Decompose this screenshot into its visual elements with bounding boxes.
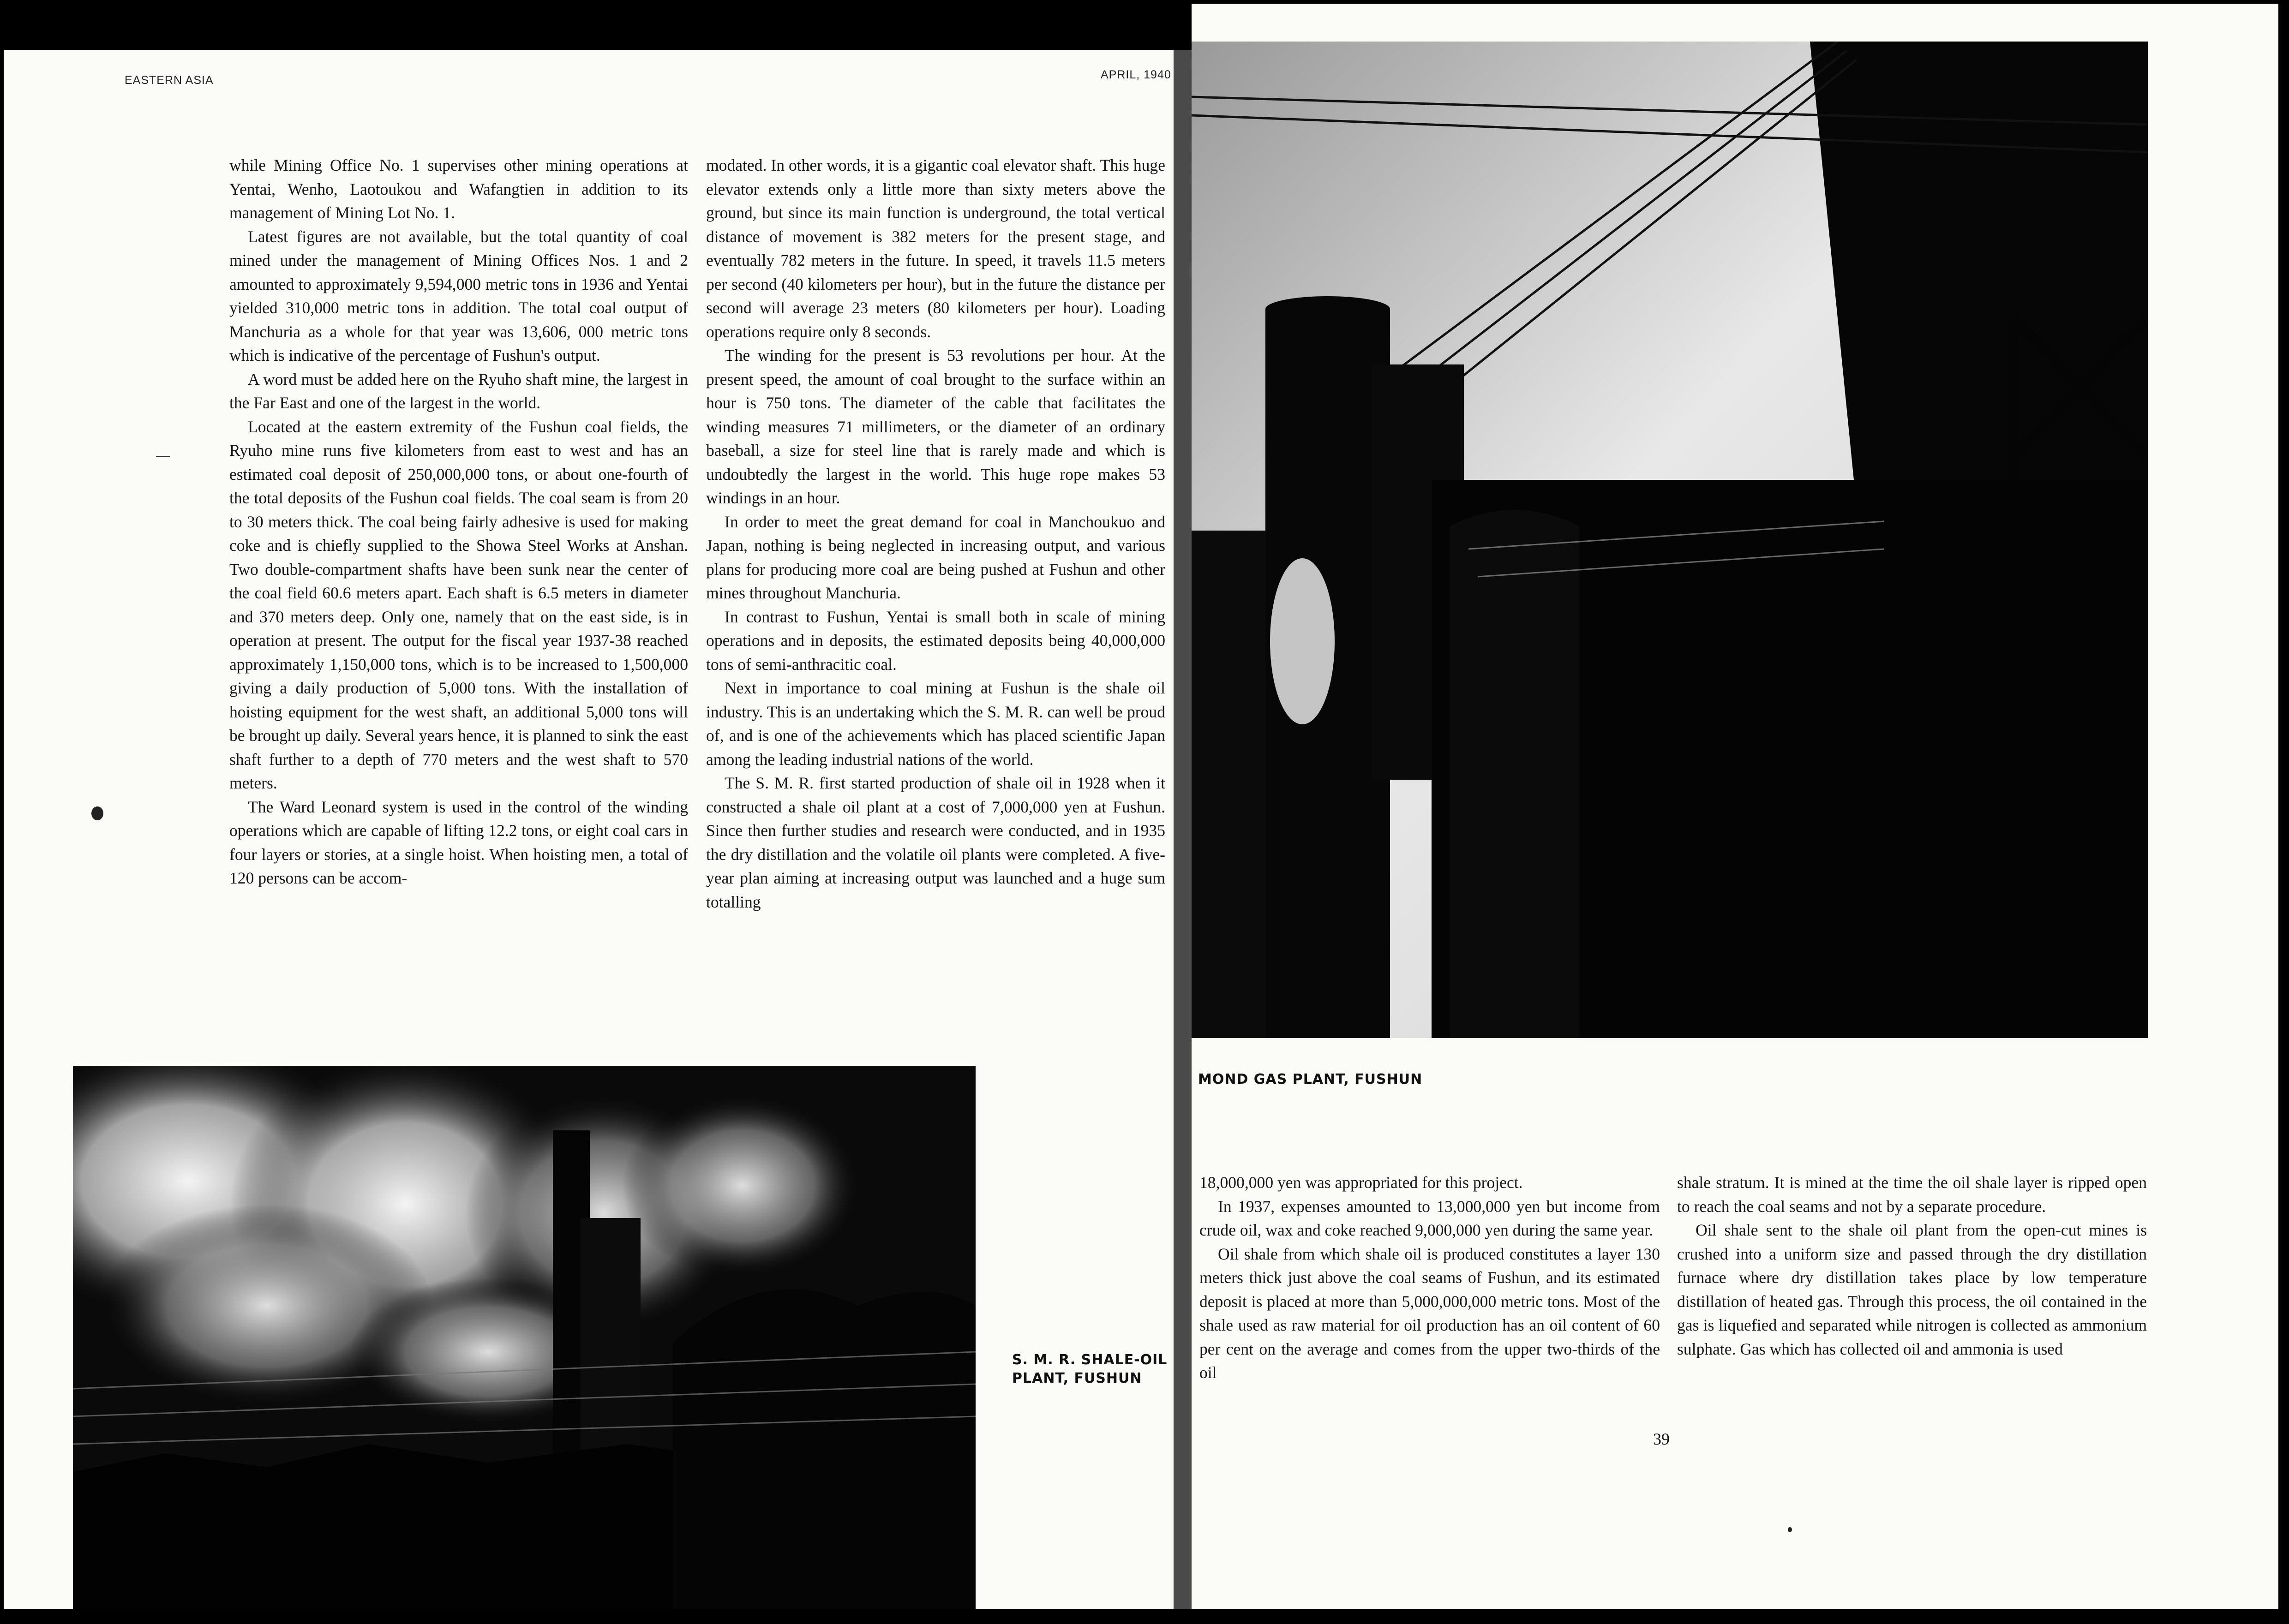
- paragraph: Next in importance to coal mining at Fushun is the shale oil industry. This is an undertaking which the S. M. R. can well be proud of, and is one of the achievements which has placed scientific Japan among the leading industrial nations of the world.: [706, 679, 1165, 769]
- page-number: 39: [1653, 1430, 1670, 1448]
- photo-caption: [1012, 1351, 1167, 1388]
- print-speck: [91, 806, 103, 820]
- paragraph: The S. M. R. first started production of shale oil in 1928 when it constructed a shale oil plant at a cost of 7,000,000 yen at Fushun. Since then further studies and research were conducted, and in 1935 the dry distillation and the volatile oil plants were completed. A five-year plan aiming at increasing output was launched and a huge sum totalling: [706, 774, 1165, 911]
- paragraph: shale stratum. It is mined at the time the oil shale layer is ripped open to reach the coal seams and not by a separate procedure.: [1677, 1173, 2147, 1216]
- paragraph: Oil shale from which shale oil is produced constitutes a layer 130 meters thick just above the coal seams of Fushun, and its estimated deposit is placed at more than 5,000,000,000 metric tons. Most of the shale used as raw material for oil production has an oil content of 60 per cent on the average and comes from the upper two-thirds of the oil: [1199, 1244, 1660, 1382]
- right-page-column-2: [1677, 1171, 2147, 1361]
- left-page: [4, 50, 1174, 1609]
- paragraph: while Mining Office No. 1 supervises other mining operations at Yentai, Wenho, Laotoukou and Wafangtien in addition to its management of Mining Lot No. 1.: [229, 156, 688, 222]
- caption-line: PLANT, FUSHUN: [1012, 1370, 1142, 1386]
- paragraph: In 1937, expenses amounted to 13,000,000 yen but income from crude oil, wax and coke reached 9,000,000 yen during the same year.: [1199, 1197, 1660, 1239]
- paragraph: modated. In other words, it is a gigantic coal elevator shaft. This huge elevator extends only a little more than sixty meters above the ground, but since its main function is underground, the total vertical distance of movement is 382 meters for the present stage, and eventually 782 meters in the future. In speed, it travels 11.5 meters per second (40 kilometers per hour), but in the future the distance per second will average 23 meters (80 kilometers per hour). Loading operations require only 8 seconds.: [706, 156, 1165, 341]
- paragraph: A word must be added here on the Ryuho shaft mine, the largest in the Far East and one of the largest in the world.: [229, 370, 688, 412]
- caption-line: S. M. R. SHALE-OIL: [1012, 1352, 1168, 1368]
- left-page-column-1: [229, 154, 688, 890]
- print-speck: [1788, 1527, 1792, 1532]
- margin-mark: [156, 456, 170, 457]
- paragraph: Located at the eastern extremity of the Fushun coal fields, the Ryuho mine runs five kilometers from east to west and has an estimated coal deposit of 250,000,000 tons, or about one-fourth of the total deposits of the Fushun coal fields. The coal seam is from 20 to 30 meters thick. The coal being fairly adhesive is used for making coke and is chiefly supplied to the Showa Steel Works at Anshan. Two double-compartment shafts have been sunk near the center of the coal field 60.6 meters apart. Each shaft is 6.5 meters in diameter and 370 meters deep. Only one, namely that on the east side, is in operation at present. The output for the fiscal year 1937-38 reached approximately 1,150,000 tons, which is to be increased to 1,500,000 giving a daily production of 5,000 tons. With the installation of hoisting equipment for the west shaft, an additional 5,000 tons will be brought up daily. Several years hence, it is planned to sink the east shaft further to a depth of 770 meters and the west shaft to 570 meters.: [229, 417, 688, 792]
- mond-gas-plant-photo: [1192, 42, 2148, 1038]
- paragraph: Oil shale sent to the shale oil plant from the open-cut mines is crushed into a uniform size and passed through the dry distillation furnace where dry distillation takes place by low temperature distillation of heated gas. Through this process, the oil contained in the gas is liquefied and separated while nitrogen is collected as ammonium sulphate. Gas which has collected oil and ammonia is used: [1677, 1221, 2147, 1358]
- photo-caption: MOND GAS PLANT, FUSHUN: [1198, 1071, 1423, 1087]
- gutter: [1174, 50, 1192, 1609]
- shale-oil-plant-photo: [73, 1066, 976, 1609]
- paragraph: The Ward Leonard system is used in the control of the winding operations which are capable of lifting 12.2 tons, or eight coal cars in four layers or stories, at a single hoist. When hoisting men, a total of 120 persons can be accom-: [229, 797, 688, 887]
- right-page-column-1: [1199, 1171, 1660, 1385]
- paragraph: The winding for the present is 53 revolutions per hour. At the present speed, the amount of coal brought to the surface within an hour is 750 tons. The diameter of the cable that facilitates the winding measures 71 millimeters, or the diameter of an ordinary baseball, a size for steel line that is rarely made and which is undoubtedly the largest in the world. This huge rope makes 53 windings in an hour.: [706, 346, 1165, 507]
- right-page: [1192, 4, 2278, 1609]
- paragraph: In order to meet the great demand for coal in Manchoukuo and Japan, nothing is being neglected in increasing output, and various plans for producing more coal are being pushed at Fushun and other mines throughout Manchuria.: [706, 512, 1165, 602]
- left-page-column-2: [706, 154, 1165, 914]
- paragraph: 18,000,000 yen was appropriated for this project.: [1199, 1173, 1523, 1192]
- paragraph: Latest figures are not available, but the total quantity of coal mined under the management of Mining Offices Nos. 1 and 2 amounted to approximately 9,594,000 metric tons in 1936 and Yentai yielded 310,000 metric tons in addition. The total coal output of Manchuria as a whole for that year was 13,606, 000 metric tons which is indicative of the percentage of Fushun's output.: [229, 227, 688, 364]
- paragraph: In contrast to Fushun, Yentai is small both in scale of mining operations and in deposits, the estimated deposits being 40,000,000 tons of semi-anthracitic coal.: [706, 607, 1165, 674]
- running-head-date: APRIL, 1940: [1101, 68, 1171, 81]
- running-head-left: EASTERN ASIA: [125, 74, 214, 87]
